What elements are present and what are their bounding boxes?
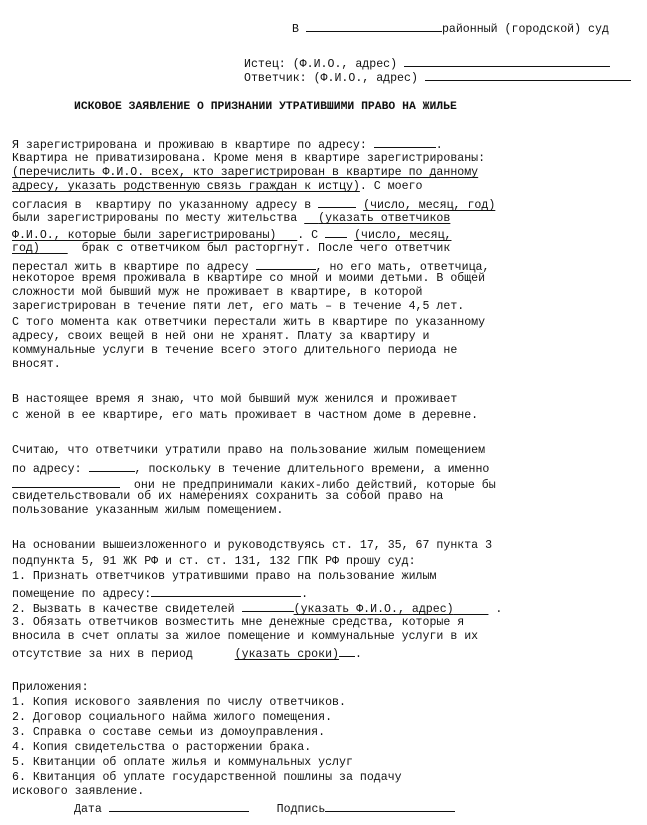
plaintiff-blank[interactable] [404,55,610,67]
appendix-item-2: 2. Договор социального найма жилого помещения. [12,711,333,724]
witness-blank[interactable] [242,600,294,612]
footer-line [74,800,455,814]
appendix-item-4: 4. Копия свидетельства о расторжении брака. [12,741,312,754]
signature-label: Подпись [276,803,326,816]
p2-line-1: В настоящее время я знаю, что мой бывший муж женился и проживает [12,393,458,406]
court-name-blank[interactable] [306,20,442,32]
appendix-item-6-cont: искового заявление. [12,785,145,798]
period-blank[interactable] [12,476,120,488]
appendix-item-5: 5. Квитанции об оплате жилья и коммунальных услуг [12,756,353,769]
p1-line-8: год) брак с ответчиком был расторгнут. После чего ответчик [12,242,451,255]
address-blank-3[interactable] [89,460,135,472]
plaintiff-line [244,55,610,69]
address-blank-2[interactable] [256,258,316,270]
p4-line-5: 2. Вызвать в качестве свидетелей (указать Ф.И.О., адрес) . [12,600,502,614]
defendant-label: Ответчик: (Ф.И.О., адрес) [244,72,418,85]
date-blank-2[interactable] [325,226,347,238]
date-field[interactable] [109,800,249,812]
p2-line-2: с женой в ее квартире, его мать проживает в частном доме в деревне. [12,409,479,422]
p3-line-2: по адресу: , поскольку в течение длительного времени, а именно [12,460,489,474]
p1-line-15: коммунальные услуги в течение всего этого длительного периода не [12,344,458,357]
address-blank-4[interactable] [151,585,301,597]
court-line [292,20,609,34]
p3-line-1: Считаю, что ответчики утратили право на пользование жилым помещением [12,444,486,457]
appendix-heading: Приложения: [12,681,89,694]
p4-line-7: вносила в счет оплаты за жилое помещение и коммунальные услуги в их [12,630,479,643]
p1-line-14: адресу, своих вещей в ней они не хранят. Плату за квартиру и [12,330,430,343]
p1-line-5: согласия в квартиру по указанному адресу в (число, месяц, год) [12,196,495,210]
appendix-item-3: 3. Справка о составе семьи из домоуправления. [12,726,326,739]
p1-line-13: С того момента как ответчики перестали жить в квартире по указанному [12,316,486,329]
p1-line-11: сложности мой бывший муж не проживает в квартире, в которой [12,286,423,299]
appendix-item-1: 1. Копия искового заявления по числу ответчиков. [12,696,346,709]
p4-line-3: 1. Признать ответчиков утратившими право на пользование жилым [12,570,437,583]
defendant-blank[interactable] [425,69,631,81]
p1-line-6: были зарегистрированы по месту жительства (указать ответчиков [12,212,451,225]
p1-line-12: зарегистрирован в течение пяти лет, его мать – в течение 4,5 лет. [12,300,465,313]
p1-line-4: адресу, указать родственную связь граждан к истцу). С моего [12,180,423,193]
terms-blank[interactable] [339,645,355,657]
signature-field[interactable] [325,800,455,812]
p3-line-4: свидетельствовали об их намерениях сохранить за собой право на [12,490,444,503]
court-prefix: В [292,23,299,36]
p4-line-1: На основании вышеизложенного и руководствуясь ст. 17, 35, 67 пункта 3 [12,539,493,552]
p4-line-2: подпункта 5, 91 ЖК РФ и ст. ст. 131, 132 ГПК РФ прошу суд: [12,555,416,568]
document-title: ИСКОВОЕ ЗАЯВЛЕНИЕ О ПРИЗНАНИИ УТРАТИВШИМИ ПРАВО НА ЖИЛЬЕ [74,101,457,113]
p1-line-7: Ф.И.О., которые были зарегистрированы) . С (число, месяц, [12,226,451,240]
p4-line-4: помещение по адресу: . [12,585,308,599]
p1-line-1: Я зарегистрирована и проживаю в квартире по адресу: . [12,136,443,150]
address-blank-1[interactable] [374,136,436,148]
date-blank-1[interactable] [318,196,356,208]
appendix-item-6: 6. Квитанция об уплате государственной пошлины за подачу [12,771,402,784]
p1-line-10: некоторое время проживала в квартире со мной и моими детьми. В общей [12,272,486,285]
p4-line-6: 3. Обязать ответчиков возместить мне денежные средства, которые я [12,616,465,629]
defendant-line [244,69,631,83]
date-label: Дата [74,803,102,816]
p1-line-16: вносят. [12,358,61,371]
p3-line-5: пользование указанным жилым помещением. [12,504,284,517]
p3-line-3: они не предпринимали каких-либо действий, которые бы [12,476,496,490]
court-suffix: районный (городской) суд [441,23,609,36]
p4-line-8: отсутствие за них в период (указать сроки) . [12,645,362,659]
p1-line-3: (перечислить Ф.И.О. всех, кто зарегистрирован в квартире по данному [12,166,479,179]
p1-line-2: Квартира не приватизирована. Кроме меня в квартире зарегистрированы: [12,152,486,165]
plaintiff-label: Истец: (Ф.И.О., адрес) [244,58,398,71]
p1-line-9: перестал жить в квартире по адресу , но его мать, ответчица, [12,258,489,272]
